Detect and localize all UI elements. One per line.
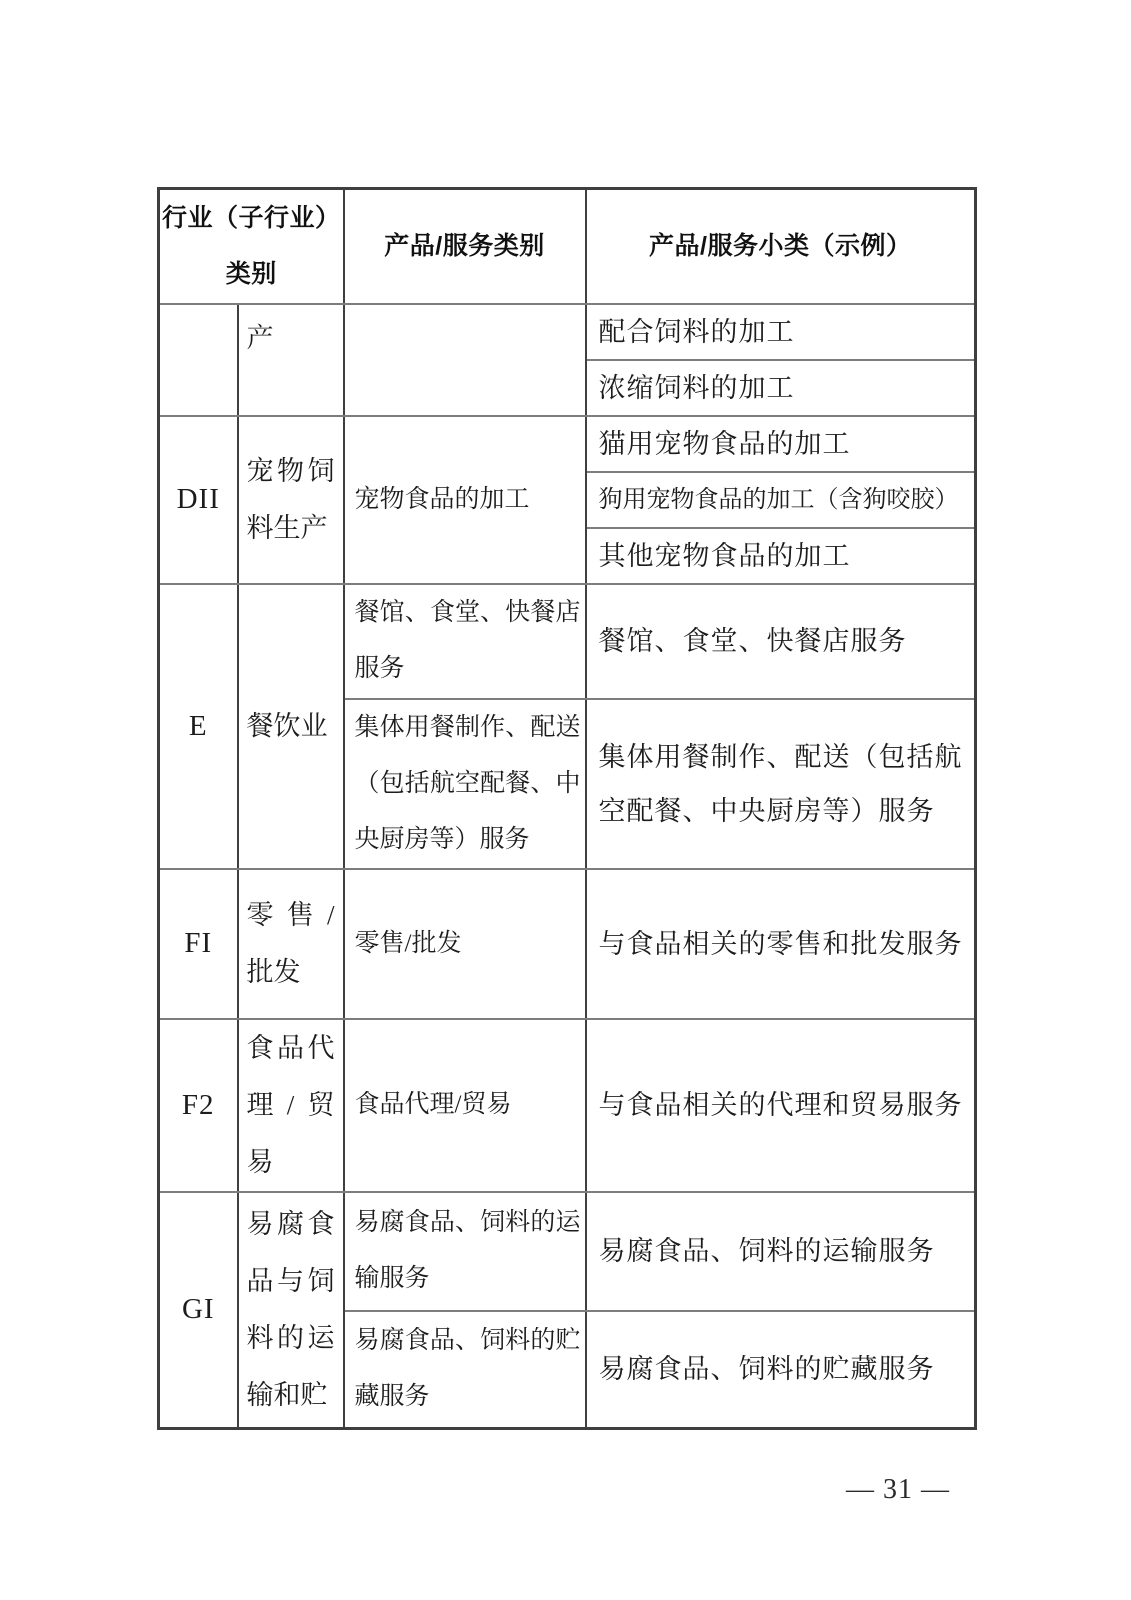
product-subclass-cell: 与食品相关的零售和批发服务: [586, 869, 976, 1019]
industry-code-cell: E: [159, 584, 238, 869]
industry-name-cell: 食品代理/贸易: [238, 1019, 344, 1192]
product-category-cell: 宠物食品的加工: [344, 416, 586, 584]
industry-code-cell: [159, 304, 238, 416]
product-category-cell: [344, 304, 586, 416]
page-number: — 31 —: [846, 1474, 950, 1505]
product-subclass-cell: 浓缩饲料的加工: [586, 360, 976, 416]
industry-code-cell: F2: [159, 1019, 238, 1192]
product-subclass-cell: 与食品相关的代理和贸易服务: [586, 1019, 976, 1192]
header-product-category: 产品/服务类别: [344, 189, 586, 304]
industry-name-cell: 易腐食品与饲料的运输和贮: [238, 1192, 344, 1429]
industry-name-cell: 产: [238, 304, 344, 416]
table-row: [159, 304, 976, 360]
header-industry-type: 行业（子行业）类别: [159, 189, 344, 304]
industry-code-cell: FI: [159, 869, 238, 1019]
product-subclass-cell: 易腐食品、饲料的贮藏服务: [586, 1311, 976, 1429]
product-subclass-cell: 配合饲料的加工: [586, 304, 976, 360]
industry-name-cell: 餐饮业: [238, 584, 344, 869]
product-category-cell: 食品代理/贸易: [344, 1019, 586, 1192]
product-subclass-cell: 其他宠物食品的加工: [586, 528, 976, 584]
table-row: [159, 1019, 976, 1192]
product-category-cell: 易腐食品、饲料的贮藏服务: [344, 1311, 586, 1429]
industry-name-cell: 零售/批发: [238, 869, 344, 1019]
table-row: [159, 584, 976, 699]
product-subclass-cell: 猫用宠物食品的加工: [586, 416, 976, 472]
industry-code-cell: DII: [159, 416, 238, 584]
product-category-cell: 餐馆、食堂、快餐店服务: [344, 584, 586, 699]
table-row: [159, 869, 976, 1019]
header-product-subclass: 产品/服务小类（示例）: [586, 189, 976, 304]
product-subclass-cell: 餐馆、食堂、快餐店服务: [586, 584, 976, 699]
table-row: [159, 1192, 976, 1311]
product-subclass-cell: 易腐食品、饲料的运输服务: [586, 1192, 976, 1311]
table-header-row: [159, 189, 976, 304]
table-row: [159, 416, 976, 472]
product-category-cell: 集体用餐制作、配送（包括航空配餐、中央厨房等）服务: [344, 699, 586, 869]
product-category-cell: 易腐食品、饲料的运输服务: [344, 1192, 586, 1311]
industry-name-cell: 宠物饲料生产: [238, 416, 344, 584]
product-category-cell: 零售/批发: [344, 869, 586, 1019]
industry-code-cell: GI: [159, 1192, 238, 1429]
industry-classification-table: [157, 187, 977, 1430]
product-subclass-cell: 狗用宠物食品的加工（含狗咬胶）: [586, 472, 976, 528]
product-subclass-cell: 集体用餐制作、配送（包括航空配餐、中央厨房等）服务: [586, 699, 976, 869]
